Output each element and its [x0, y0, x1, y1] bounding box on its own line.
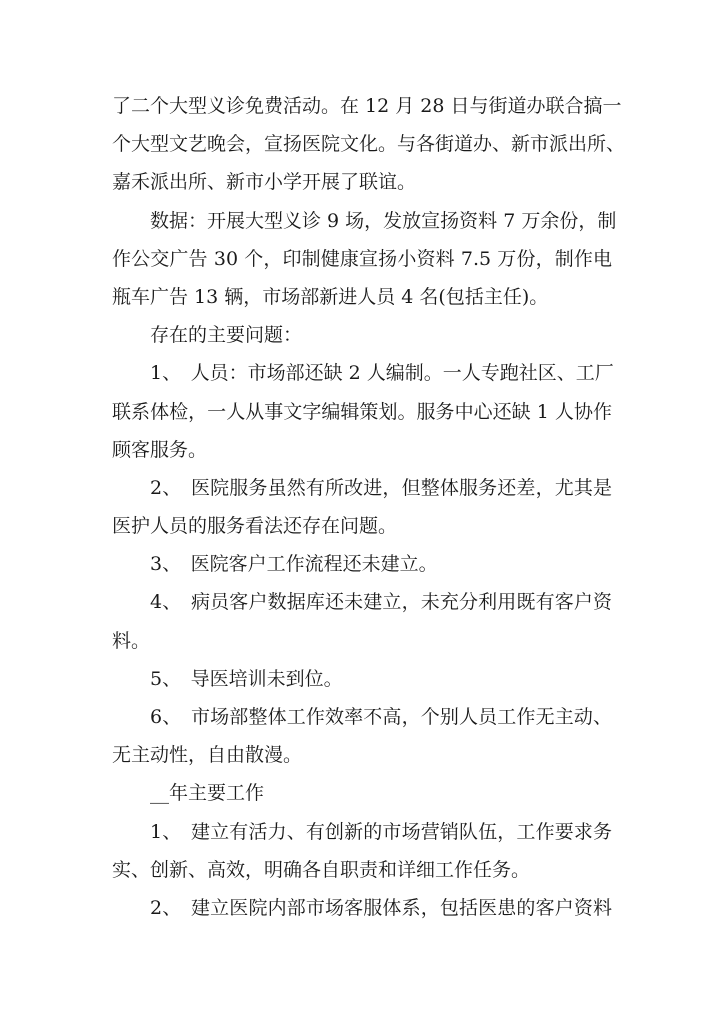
text-line: 数据：开展大型义诊 9 场，发放宣扬资料 7 万余份，制: [150, 209, 617, 232]
text-line: 联系体检，一人从事文字编辑策划。服务中心还缺 1 人协作: [112, 400, 612, 423]
text-line: 存在的主要问题：: [150, 324, 303, 347]
text-line: 5、 导医培训未到位。: [150, 667, 343, 690]
text-line: 4、 病员客户数据库还未建立，未充分利用既有客户资: [150, 591, 612, 614]
text-line: 无主动性，自由散漫。: [112, 744, 303, 767]
text-line: __年主要工作: [150, 782, 265, 805]
text-line: 2、 建立医院内部市场客服体系，包括医患的客户资料: [150, 896, 612, 919]
text-line: 嘉禾派出所、新市小学开展了联谊。: [112, 171, 417, 194]
text-line: 顾客服务。: [112, 438, 208, 461]
text-line: 料。: [112, 629, 151, 652]
text-line: 个大型文艺晚会，宣扬医院文化。与各街道办、新市派出所、: [112, 133, 626, 156]
document-body: [112, 87, 626, 927]
text-line: 3、 医院客户工作流程还未建立。: [150, 553, 438, 576]
text-line: 实、创新、高效，明确各自职责和详细工作任务。: [112, 858, 531, 881]
text-line: 2、 医院服务虽然有所改进，但整体服务还差，尤其是: [150, 476, 612, 499]
text-line: 6、 市场部整体工作效率不高，个别人员工作无主动、: [150, 706, 612, 728]
text-line: 1、 建立有活力、有创新的市场营销队伍，工作要求务: [150, 820, 612, 843]
text-line: 作公交广告 30 个，印制健康宣扬小资料 7.5 万份，制作电: [112, 247, 612, 270]
text-line: 1、 人员：市场部还缺 2 人编制。一人专跑社区、工厂: [150, 362, 614, 385]
text-line: 瓶车广告 13 辆，市场部新进人员 4 名(包括主任)。: [112, 285, 549, 308]
text-line: 医护人员的服务看法还存在问题。: [112, 515, 398, 538]
text-line: 了二个大型义诊免费活动。在 12 月 28 日与街道办联合搞一: [112, 95, 622, 117]
